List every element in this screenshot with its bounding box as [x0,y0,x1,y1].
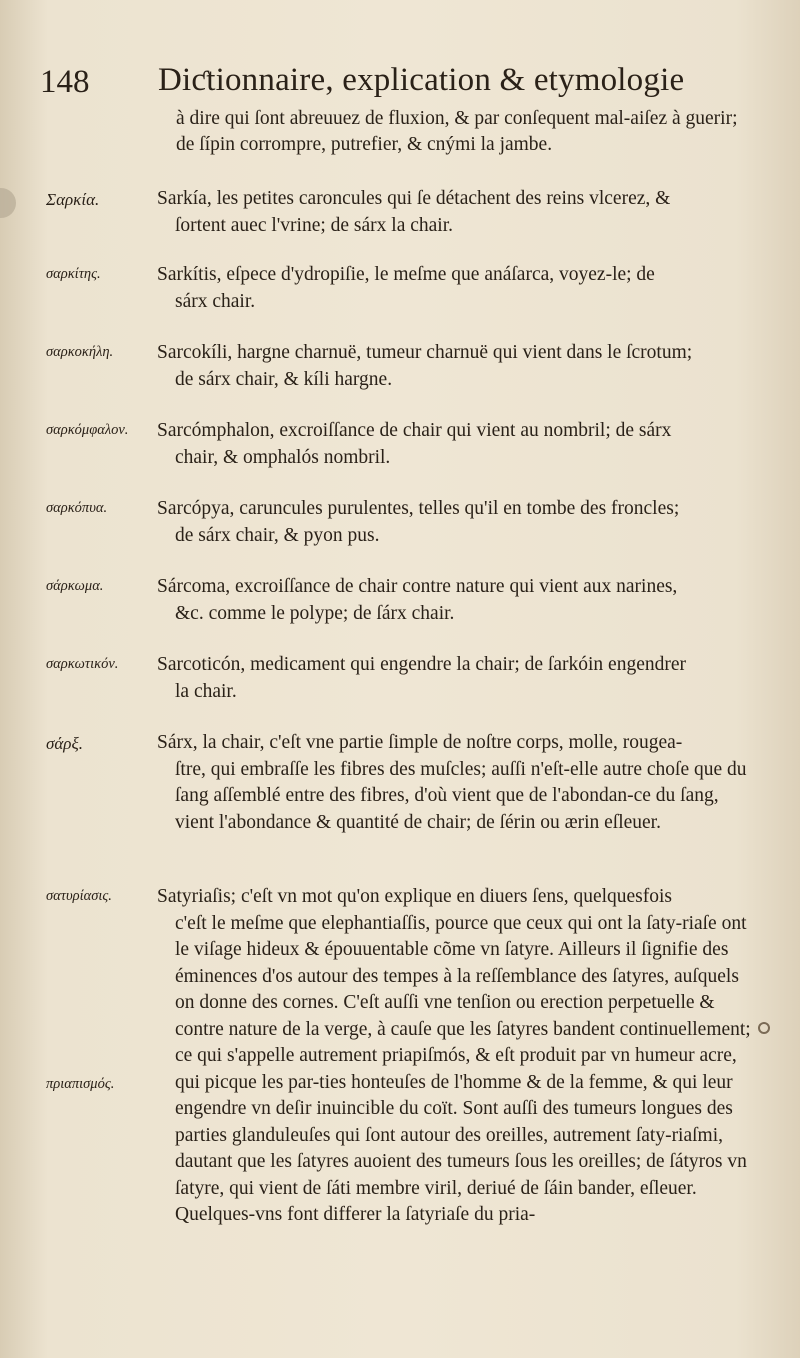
entry-definition [157,186,757,239]
entry-definition [157,884,757,1229]
definition-continuation: chair, & omphalós nombril. [175,446,391,468]
definition-first-line: Sarcópya, caruncules purulentes, telles qu'il en tombe des froncles; [157,498,680,519]
definition-continuation: c'eſt le meſme que elephantiaſſis, pource que ceux qui ont la ſaty-riaſe ont le viſage hideux & épouuentable cõme vn ſatyre. Ailleurs il ſignifie des éminences d'os autour des tempes à la reſſemblance des ſatyres, auſquels on donne des cornes. C'eſt auſſi vne tenſion ou erection perpetuelle & contre nature de la verge, à cauſe que les ſatyres bandent continuellement; ce qui s'appelle autrement priapiſmós, & eſt produit par vn humeur acre, qui picque les par-ties honteuſes de l'homme & de la femme, & qui leur engendre vn deſir inuincible du coït. Sont auſſi des tumeurs longues des parties glanduleuſes qui ſont autour des oreilles, autrement ſaty-riaſmi, dautant que les ſatyres auoient des tumeurs ſous les oreilles; de ſátyros vn ſatyre, qui vient de ſáti membre viril, deriué de ſáin bander, eſleuer. Quelques-vns font differer la ſatyriaſe du pria- [175,912,751,1225]
entry-definition [157,262,757,315]
entry-definition [157,340,757,393]
definition-first-line: Sarcokíli, hargne charnuë, tumeur charnuë qui vient dans le ſcrotum; [157,342,693,363]
binding-hole [0,188,16,218]
definition-first-line: Satyriaſis; c'eſt vn mot qu'on explique en diuers ſens, quelquesfois [157,886,673,907]
definition-first-line: Sarkía, les petites caroncules qui ſe détachent des reins vlcerez, & [157,188,671,209]
greek-headword: σαρκόπυα. [46,500,108,516]
definition-first-line: Sarkítis, eſpece d'ydropiſie, le meſme que anáſarca, voyez-le; de [157,264,655,285]
definition-continuation: de sárx chair, & pyon pus. [175,524,380,546]
definition-first-line: Sárcoma, excroiſſance de chair contre nature qui vient aux narines, [157,576,678,597]
greek-headword: Σαρκία. [46,190,100,209]
definition-continuation: ſtre, qui embraſſe les fibres des muſcles; auſſi n'eſt-elle autre choſe que du ſang aſſemblé entre des fibres, d'où vient que de l'abondan-ce du ſang, vient l'abondance & quantité de chair; de ſérin ou ærin eſleuer. [175,758,747,833]
continued-text: à dire qui ſont abreuuez de fluxion, & par conſequent mal-aiſez à guerir; de ſípin corrompre, putrefier, & cnými la jambe. [176,108,738,155]
entry-definition [157,496,757,549]
definition-continuation: de sárx chair, & kíli hargne. [175,368,393,390]
greek-headword: σάρξ. [46,734,83,753]
greek-headword: σατυρίασις. [46,888,112,904]
running-title: Diƈtionnaire, explication & etymologie [158,62,685,98]
greek-headword: σαρκόμφαλον. [46,422,129,438]
entry-definition [157,730,757,836]
greek-margin-note: πριαπισμός. [46,1076,115,1092]
entry-definition [157,418,757,471]
definition-first-line: Sarcoticón, medicament qui engendre la chair; de ſarkóin engendrer [157,654,686,675]
greek-headword: σαρκίτης. [46,266,101,282]
definition-continuation: la chair. [175,680,237,702]
entry-definition [157,652,757,705]
definition-continuation: ſortent auec l'vrine; de sárx la chair. [175,214,454,236]
greek-headword: σαρκοκήλη. [46,344,114,360]
ink-ring-mark [758,1022,770,1034]
greek-headword: σάρκωμα. [46,578,104,594]
page-number: 148 [40,64,90,100]
definition-continuation: sárx chair. [175,290,256,312]
entry-definition [157,574,757,627]
definition-continuation: &c. comme le polype; de ſárx chair. [175,602,455,624]
definition-first-line: Sárx, la chair, c'eſt vne partie ſimple de noſtre corps, molle, rougea- [157,732,683,753]
definition-first-line: Sarcómphalon, excroiſſance de chair qui vient au nombril; de sárx [157,420,672,441]
greek-headword: σαρκωτικόν. [46,656,119,672]
